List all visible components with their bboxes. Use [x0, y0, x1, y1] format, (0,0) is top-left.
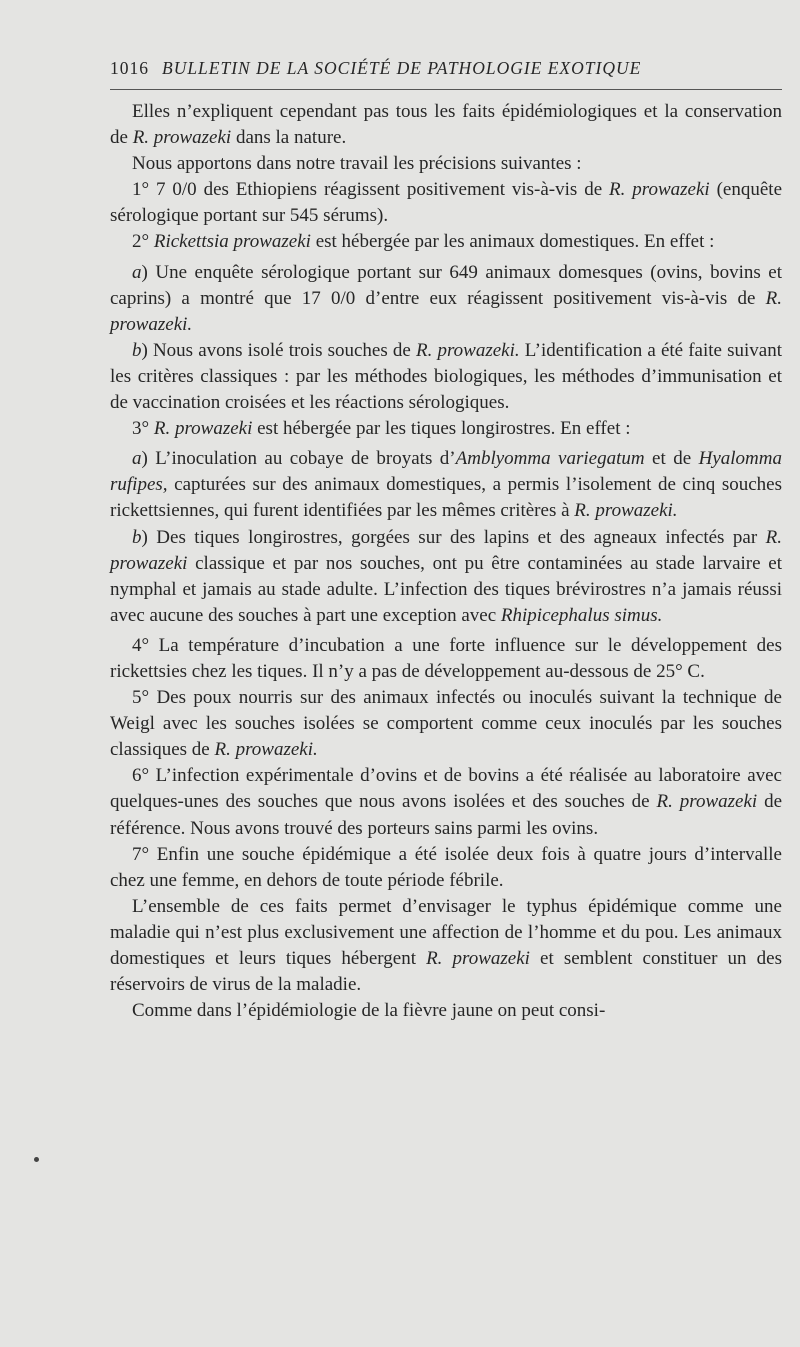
text-run: est hébergée par les tiques longirostres. En effet : [252, 418, 631, 440]
paragraph [110, 177, 782, 229]
italic-text: a [132, 261, 142, 283]
italic-text: a [132, 448, 142, 470]
paragraph [110, 229, 782, 255]
italic-text: R. prowazeki [656, 791, 758, 813]
text-run: dans la nature. [231, 127, 347, 149]
text-run: L’identification a été faite suivant les critères classiques : par les méthodes biologiques, les méthodes d’immunisation et de vaccination croisées et les réactions sérologiques. [110, 339, 783, 414]
italic-text: Rhipicephalus simus. [500, 604, 663, 626]
text-run: ) Des tiques longirostres, gorgées sur des lapins et des agneaux infectés par [141, 526, 766, 548]
italic-text: b [132, 526, 142, 548]
text-run: (enquête sérologique portant sur 545 sérums). [110, 179, 783, 227]
text-run: ) Une enquête sérologique portant sur 649 animaux domesques (ovins, bovins et caprins) a montré que 17 0/0 d’entre eux réagissent positivement vis-à-vis de [110, 261, 782, 309]
text-run: 5° Des poux nourris sur des animaux infectés ou inoculés suivant la technique de Weigl avec les souches isolées se comportent comme ceux inoculés par les souches classiques de [110, 687, 782, 761]
text-run: Elles n’expliquent cependant pas tous les faits épidémiologiques et la conservation de [110, 101, 782, 149]
paragraph [110, 998, 782, 1024]
paragraph [110, 151, 782, 177]
text-run: ) Nous avons isolé trois souches de [141, 339, 416, 361]
journal-title: BULLETIN DE LA SOCIÉTÉ DE PATHOLOGIE EXOTIQUE [162, 58, 642, 78]
text-run: 6° L’infection expérimentale d’ovins et de bovins a été réalisée au laboratoire avec quelques-unes des souches que nous avons isolées et des souches de [110, 765, 782, 813]
text-run: 4° La température d’incubation a une forte influence sur le développement des rickettsies chez les tiques. Il n’y a pas de développement au-dessous de 25° C. [110, 634, 782, 682]
italic-text: R. prowazeki. [214, 739, 318, 761]
text-run: capturées sur des animaux domestiques, a permis l’isolement de cinq souches rickettsiennes, qui furent identifiées par les mêmes critères à [110, 474, 782, 522]
margin-mark [34, 1157, 39, 1162]
text-run: L’ensemble de ces faits permet d’envisager le typhus épidémique comme une maladie qui n’est plus exclusivement une affection de l’homme et du pou. Les animaux domestiques et leurs tiques hébergent [110, 895, 782, 969]
italic-text: Rickettsia prowazeki [153, 231, 311, 253]
text-run: et de [644, 448, 699, 470]
italic-text: R. prowazeki [132, 127, 232, 149]
paragraph [110, 763, 782, 841]
paragraph [110, 633, 782, 685]
paragraph [110, 685, 782, 763]
header-rule [110, 89, 782, 90]
paragraph [110, 260, 782, 338]
text-run: Nous apportons dans notre travail les précisions suivantes : [132, 153, 582, 175]
text-run: et semblent constituer un des réservoirs de virus de la maladie. [110, 948, 782, 996]
paragraph [110, 338, 782, 416]
italic-text: R. prowazeki. [415, 339, 520, 361]
italic-text: R. prowazeki [426, 948, 530, 969]
paragraph [110, 99, 782, 151]
text-run: 1° 7 0/0 des Ethiopiens réagissent positivement vis-à-vis de [132, 179, 610, 201]
text-run: classique et par nos souches, ont pu être contaminées au stade larvaire et nymphal et jamais au stade adulte. L’infection des tiques brévirostres n’a jamais réussi avec aucune des souches à part une exception avec [110, 552, 782, 626]
paragraph [110, 416, 782, 442]
italic-text: R. prowazeki. [574, 500, 678, 522]
text-run: Comme dans l’épidémiologie de la fièvre jaune on peut consi- [132, 1000, 606, 1022]
italic-text: R. prowazeki [609, 179, 710, 201]
italic-text: Amblyomma variegatum [455, 448, 645, 470]
text-run: est hébergée par les animaux domestiques. En effet : [310, 231, 715, 253]
page-number: 1016 [110, 58, 149, 78]
text-run: 3° [132, 418, 154, 440]
paragraph [110, 842, 782, 894]
paragraph [110, 446, 782, 524]
italic-text: R. prowazeki [153, 418, 253, 440]
article-body [110, 99, 782, 1024]
italic-text: R. prowazeki [110, 526, 782, 574]
text-run: ) L’inoculation au cobaye de broyats d’ [141, 448, 456, 470]
running-header [110, 58, 782, 79]
italic-text: b [132, 339, 142, 361]
text-run: 2° [132, 231, 154, 253]
italic-text: Hyalomma rufipes, [110, 448, 782, 496]
paragraph [110, 894, 782, 998]
paragraph [110, 525, 782, 629]
text-run: de référence. Nous avons trouvé des porteurs sains parmi les ovins. [110, 791, 782, 839]
italic-text: R. prowazeki. [110, 287, 782, 335]
text-run: 7° Enfin une souche épidémique a été isolée deux fois à quatre jours d’intervalle chez une femme, en dehors de toute période fébrile. [110, 843, 782, 891]
